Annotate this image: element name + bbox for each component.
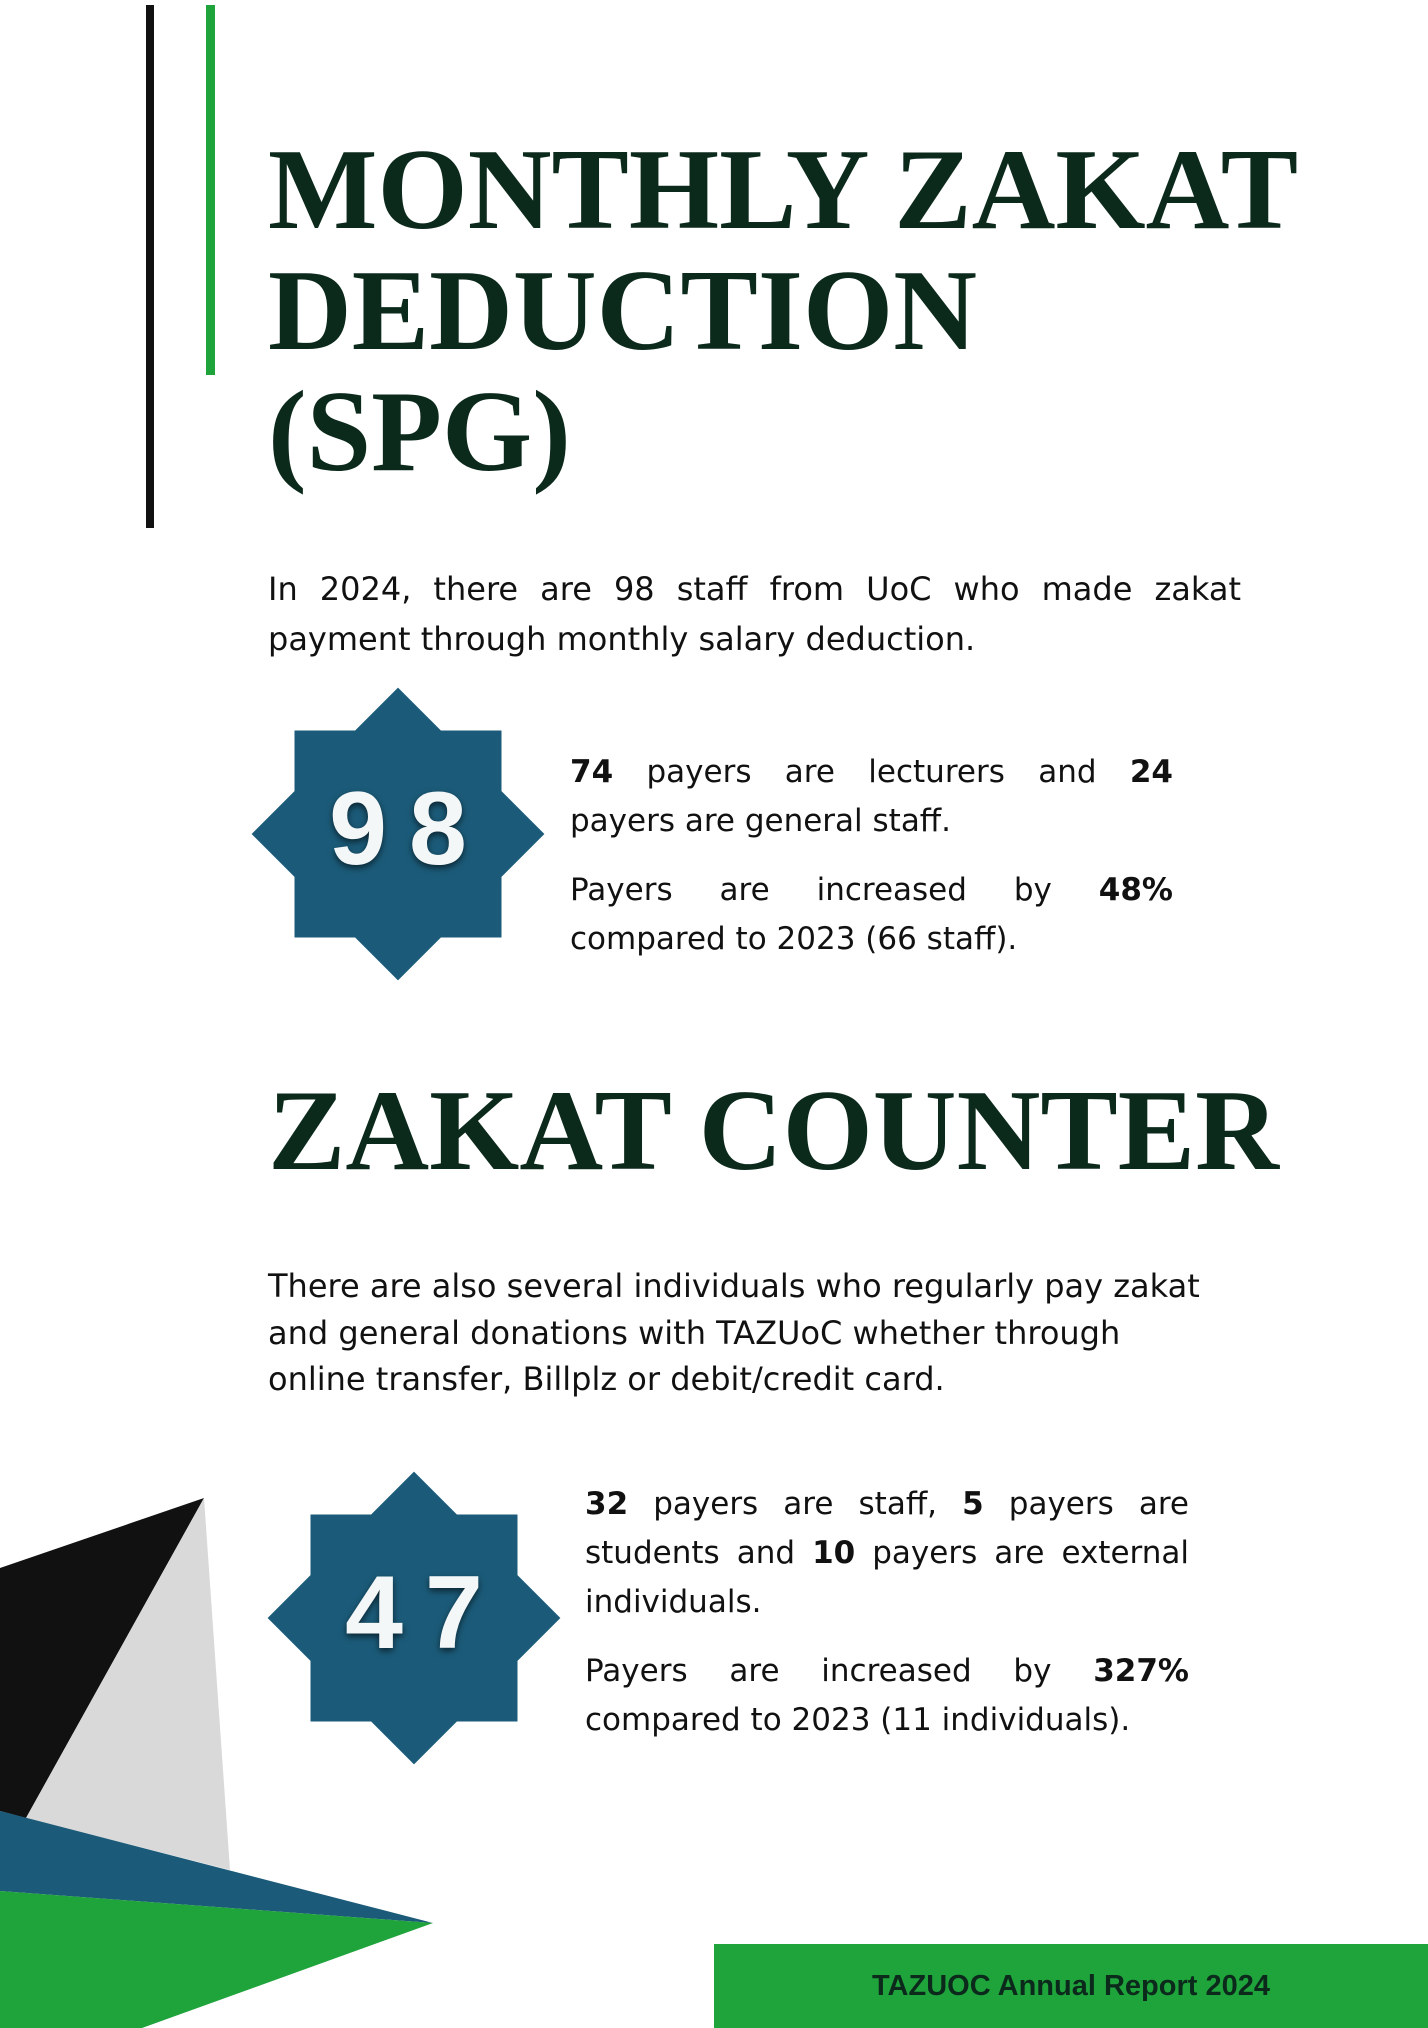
detail-text: payers are staff, <box>628 1486 963 1522</box>
detail-line: payers are general staff. <box>570 803 952 839</box>
detail-text: Payers are increased by <box>585 1653 1094 1689</box>
black-triangle-shape <box>0 1498 204 1818</box>
green-band-shape <box>0 1891 433 2028</box>
detail-text: payers are <box>983 1486 1189 1522</box>
counter-payer-breakdown <box>585 1480 1189 1627</box>
counter-payer-count: 47 <box>345 1554 505 1671</box>
student-count: 5 <box>962 1486 984 1522</box>
title-line: DEDUCTION <box>268 247 977 375</box>
general-staff-count: 24 <box>1129 754 1173 790</box>
growth-percent: 48% <box>1098 872 1173 908</box>
spg-payer-breakdown <box>570 748 1173 846</box>
gray-triangle-shape <box>26 1498 230 1870</box>
spg-payer-count: 98 <box>329 770 489 887</box>
detail-line: compared to 2023 (11 individuals). <box>585 1702 1131 1738</box>
detail-text: payers are external <box>855 1535 1189 1571</box>
counter-intro-paragraph <box>268 1263 1268 1403</box>
lecturer-count: 74 <box>570 754 614 790</box>
spg-details <box>570 748 1173 964</box>
detail-line <box>585 1647 1189 1696</box>
title-line: (SPG) <box>268 368 571 496</box>
growth-percent: 327% <box>1093 1653 1189 1689</box>
green-accent-bar <box>206 5 215 375</box>
external-count: 10 <box>812 1535 856 1571</box>
detail-line <box>570 866 1173 915</box>
footer-label: TAZUOC Annual Report 2024 <box>872 1969 1270 2002</box>
detail-line <box>585 1480 1189 1529</box>
black-accent-bar <box>146 5 154 528</box>
detail-line: individuals. <box>585 1584 762 1620</box>
footer-bar <box>714 1944 1428 2028</box>
paragraph-line: payment through monthly salary deduction. <box>268 620 976 658</box>
star-badge-counter <box>264 1468 564 1768</box>
detail-line <box>585 1529 1189 1578</box>
detail-line: compared to 2023 (66 staff). <box>570 921 1018 957</box>
detail-text: students and <box>585 1535 813 1571</box>
counter-payer-growth <box>585 1647 1189 1745</box>
title-line: ZAKAT COUNTER <box>268 1067 1279 1195</box>
blue-band-shape <box>0 1811 433 1923</box>
detail-text: payers are lecturers and <box>613 754 1130 790</box>
paragraph-line: online transfer, Billplz or debit/credit card. <box>268 1360 945 1398</box>
counter-details <box>585 1480 1189 1745</box>
star-badge-spg <box>248 684 548 984</box>
detail-text: Payers are increased by <box>570 872 1099 908</box>
staff-count: 32 <box>585 1486 629 1522</box>
paragraph-line: There are also several individuals who regularly pay zakat <box>268 1267 1200 1305</box>
detail-line <box>570 748 1173 797</box>
title-line: MONTHLY ZAKAT <box>268 126 1299 254</box>
spg-intro-paragraph <box>268 564 1241 664</box>
spg-payer-growth <box>570 866 1173 964</box>
paragraph-line: and general donations with TAZUoC whether through <box>268 1313 1121 1352</box>
zakat-counter-title <box>268 1067 1279 1195</box>
paragraph-line: In 2024, there are 98 staff from UoC who made zakat <box>268 570 1241 608</box>
monthly-zakat-title <box>268 126 1299 496</box>
